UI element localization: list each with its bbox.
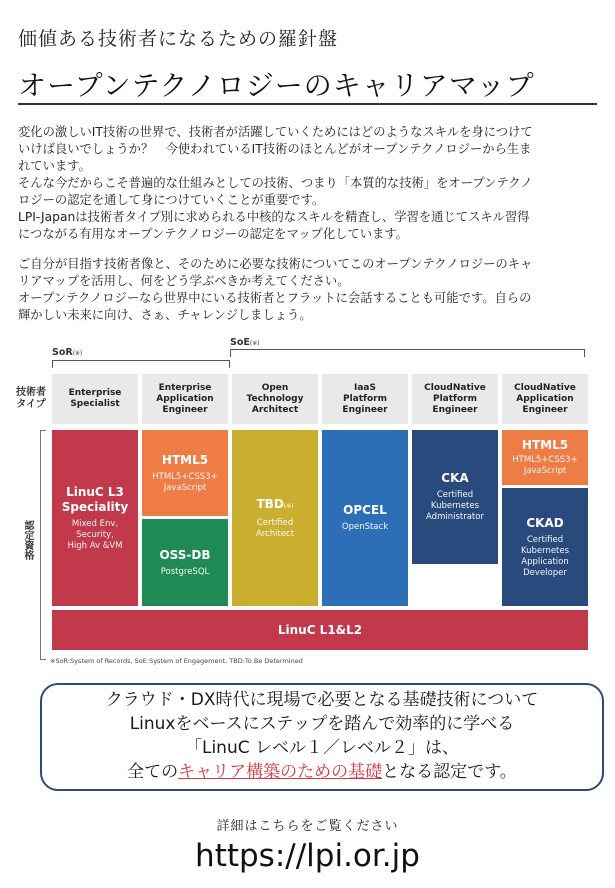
cert-desc: HTML5+CSS3+ [512, 455, 578, 465]
intro-line: LPI-Japanは技術者タイプ別に求められる中核的なスキルを精査し、学習を通じてスキル習得 [18, 210, 530, 224]
intro-line: そんな今だからこそ普遍的な仕組みとしての技術、つまり「本質的な技術」をオープンテクノ [18, 176, 533, 190]
intro-line: リアマップを活用し、何をどう学ぶべきか考えてください。 [18, 274, 350, 288]
header-line: Engineer [432, 404, 478, 415]
details-text: 詳細はこちらをご覧ください [216, 819, 399, 834]
cert-desc: Security, [76, 529, 114, 540]
header-line: Platform [433, 393, 477, 404]
intro-line: れています。 [18, 159, 91, 173]
cert-desc: Developer [523, 567, 567, 578]
intro-line: ご自分が目指す技術者像と、そのために必要な技術についてこのオープンテクノロジーのキャ [18, 257, 533, 271]
sor-bracket [52, 360, 230, 368]
header-line: Technology [246, 393, 304, 404]
cert-desc: Certified [526, 534, 564, 545]
intro-line: いけば良いでしょうか？ 今使われているIT技術のほとんどがオープンテクノロジーから生ま [18, 142, 532, 156]
cert-desc: Kubernetes [520, 545, 570, 556]
callout-line: クラウド・DX時代に現場で必要となる基礎技術について [105, 690, 539, 710]
header-line: Application [516, 393, 574, 404]
header-line: Engineer [162, 404, 208, 415]
header-line: Enterprise [158, 382, 212, 393]
cert-name: HTML5 [161, 452, 209, 467]
column-header-enterprise-specialist [52, 374, 138, 424]
title-underline [18, 103, 597, 105]
cert-html5-cloudnative [502, 430, 588, 485]
intro-line: ロジーの認定を通して身につけていくことが重要です。 [18, 193, 325, 207]
callout-highlight: キャリア構築のための基礎 [178, 762, 383, 782]
cert-tbd [232, 430, 318, 606]
soe-bracket [230, 349, 585, 357]
intro-line: につながる有用なオープンテクノロジーの認定をマップ化しています。 [18, 227, 408, 241]
page-title: オープンテクノロジーのキャリアマップ [18, 69, 535, 102]
cert-linuc-l3 [52, 430, 138, 606]
cert-ossdb [142, 519, 228, 606]
header-line: Architect [251, 404, 299, 415]
cert-ckad [502, 488, 588, 606]
callout-line: 「LinuC レベル１／レベル２」は、 [184, 738, 460, 758]
callout-text: 全ての [127, 762, 179, 782]
cert-name: HTML5 [521, 438, 569, 452]
cert-name: CKAD [526, 515, 564, 530]
cert-desc: Certified [436, 490, 474, 500]
page-subtitle: 価値ある技術者になるための羅針盤 [18, 28, 339, 50]
cert-cka [412, 430, 498, 564]
column-header-cloudnative-platform-engineer [412, 374, 498, 424]
cert-desc: Certified [256, 517, 294, 528]
cert-name: Speciality [61, 499, 129, 514]
row-label-engineer-type [14, 387, 48, 411]
callout-text: となる認定です。 [382, 762, 517, 782]
intro-paragraph-1 [18, 124, 598, 243]
cert-desc: HTML5+CSS3+ [152, 471, 218, 482]
column-header-iaas-platform-engineer [322, 374, 408, 424]
cert-name: TBD [256, 496, 284, 511]
note-mark: (※) [283, 502, 294, 510]
cert-desc: Mixed Env, [71, 518, 119, 529]
cert-opcel [322, 430, 408, 606]
header-line: Open [261, 382, 289, 393]
cert-name: LinuC L1&L2 [277, 622, 363, 637]
map-footnote: ※SoR:System of Records, SoE:System of Engagement, TBD:To Be Determined [50, 657, 303, 665]
intro-line: 輝かしい未来に向け、さぁ、チャレンジしましょう。 [18, 308, 312, 322]
column-header-enterprise-app-engineer [142, 374, 228, 424]
header-line: CloudNative [424, 382, 486, 393]
header-line: Engineer [342, 404, 388, 415]
cert-name: LinuC L3 [66, 484, 124, 499]
website-url-link[interactable]: https://lpi.or.jp [195, 838, 420, 874]
cert-html5-enterprise [142, 430, 228, 516]
row-label-certification: 認定資格 [22, 520, 33, 560]
row-label-line: タイプ [16, 399, 46, 410]
callout-line: Linuxをベースにステップを踏んで効率的に学べる [129, 714, 515, 734]
header-line: Platform [343, 393, 387, 404]
column-header-open-tech-architect [232, 374, 318, 424]
row-label-line: 技術者 [16, 387, 46, 398]
header-line: CloudNative [514, 382, 576, 393]
cert-desc: JavaScript [523, 466, 567, 476]
cert-desc: High Av &VM [67, 540, 123, 551]
column-header-cloudnative-app-engineer [502, 374, 588, 424]
cert-linuc-l1-l2 [52, 610, 588, 650]
linuc-callout-box [40, 683, 604, 791]
header-line: Enterprise [68, 388, 122, 398]
header-line: Application [156, 393, 214, 404]
intro-line: 変化の激しいIT技術の世界で、技術者が活躍していくためにはどのようなスキルを身につけて [18, 125, 533, 139]
cert-desc: Application [521, 556, 569, 567]
cert-row-bracket [40, 430, 46, 660]
callout-line [42, 760, 602, 784]
header-line: Engineer [522, 404, 568, 415]
intro-line: オープンテクノロジーなら世界中にいる技術者とフラットに会話することも可能です。自らの [18, 291, 532, 305]
header-line: IaaS [354, 382, 376, 393]
cert-name: CKA [441, 471, 469, 485]
cert-name: OPCEL [343, 503, 387, 517]
cert-name: OSS-DB [159, 547, 211, 562]
cert-desc: Administrator [426, 512, 484, 522]
cert-desc: Architect [255, 528, 295, 539]
cert-desc: PostgreSQL [160, 566, 210, 577]
cert-desc: JavaScript [163, 482, 207, 493]
soe-label: SoE(※) [230, 337, 260, 348]
cert-desc: Kubernetes [430, 501, 480, 511]
intro-paragraph-2 [18, 256, 598, 324]
header-line: Specialist [70, 399, 120, 409]
sor-label: SoR(※) [52, 347, 83, 358]
career-map [16, 337, 595, 673]
cert-desc: OpenStack [341, 522, 389, 532]
